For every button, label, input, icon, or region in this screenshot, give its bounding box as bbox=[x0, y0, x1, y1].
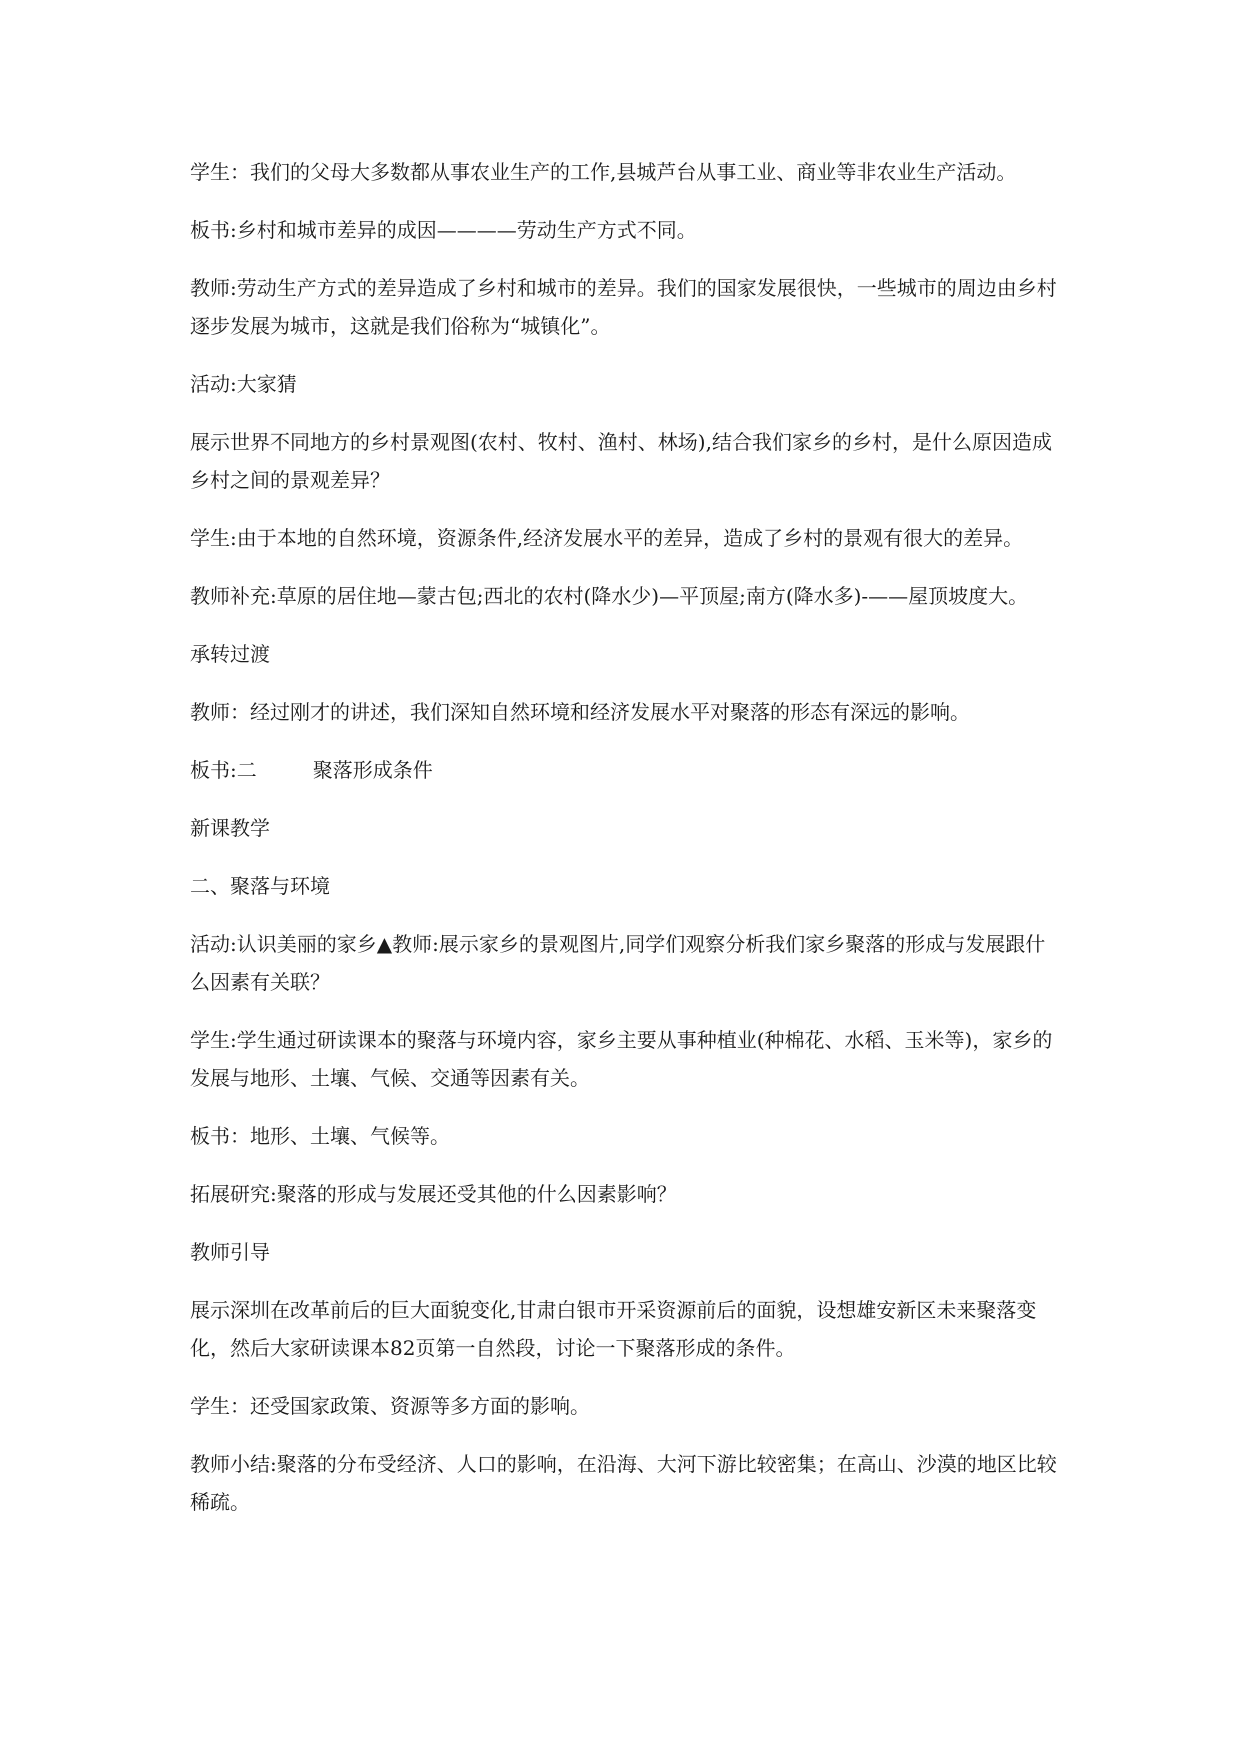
paragraph-student-answer-1: 学生：我们的父母大多数都从事农业生产的工作,县城芦台从事工业、商业等非农业生产活动。 bbox=[190, 160, 1017, 184]
paragraph-teacher-urbanization: 教师:劳动生产方式的差异造成了乡村和城市的差异。我们的国家发展很快，一些城市的周边由乡村逐步发展为城市，这就是我们俗称为“城镇化”。 bbox=[190, 276, 1057, 338]
board-note-heading: 聚落形成条件 bbox=[312, 758, 433, 782]
paragraph-extended-research: 拓展研究:聚落的形成与发展还受其他的什么因素影响？ bbox=[190, 1182, 677, 1206]
paragraph-teacher-conclusion: 教师小结:聚落的分布受经济、人口的影响，在沿海、大河下游比较密集；在高山、沙漠的地区比较稀疏。 bbox=[190, 1452, 1057, 1514]
board-note-label: 板书:二 bbox=[190, 758, 257, 782]
paragraph-student-answer-4: 学生：还受国家政策、资源等多方面的影响。 bbox=[190, 1394, 590, 1418]
paragraph-show-shenzhen: 展示深圳在改革前后的巨大面貌变化,甘肃白银市开采资源前后的面貌，设想雄安新区未来聚落变化，然后大家研读课本82页第一自然段，讨论一下聚落形成的条件。 bbox=[190, 1298, 1037, 1360]
paragraph-show-rural-landscapes: 展示世界不同地方的乡村景观图(农村、牧村、渔村、林场),结合我们家乡的乡村，是什么原因造成乡村之间的景观差异？ bbox=[190, 430, 1052, 492]
paragraph-board-note-2 bbox=[190, 751, 1062, 789]
paragraph-board-note-1: 板书:乡村和城市差异的成因————劳动生产方式不同。 bbox=[190, 218, 697, 242]
paragraph-board-note-3: 板书：地形、土壤、气候等。 bbox=[190, 1124, 450, 1148]
document-body bbox=[190, 153, 1062, 1541]
paragraph-new-lesson: 新课教学 bbox=[190, 816, 270, 840]
paragraph-teacher-guidance: 教师引导 bbox=[190, 1240, 270, 1264]
section-heading-settlement-environment: 二、聚落与环境 bbox=[190, 874, 330, 898]
paragraph-teacher-summary-1: 教师：经过刚才的讲述，我们深知自然环境和经济发展水平对聚落的形态有深远的影响。 bbox=[190, 700, 970, 724]
paragraph-activity-hometown: 活动:认识美丽的家乡▲教师:展示家乡的景观图片,同学们观察分析我们家乡聚落的形成与发展跟什么因素有关联？ bbox=[190, 932, 1046, 994]
paragraph-transition: 承转过渡 bbox=[190, 642, 270, 666]
paragraph-student-answer-3: 学生:学生通过研读课本的聚落与环境内容，家乡主要从事种植业(种棉花、水稻、玉米等)，家乡的发展与地形、土壤、气候、交通等因素有关。 bbox=[190, 1028, 1053, 1090]
paragraph-teacher-supplement: 教师补充:草原的居住地—蒙古包;西北的农村(降水少)—平顶屋;南方(降水多)-——屋顶坡度大。 bbox=[190, 584, 1029, 608]
paragraph-student-answer-2: 学生:由于本地的自然环境，资源条件,经济发展水平的差异，造成了乡村的景观有很大的差异。 bbox=[190, 526, 1024, 550]
paragraph-activity-guess: 活动:大家猜 bbox=[190, 372, 297, 396]
